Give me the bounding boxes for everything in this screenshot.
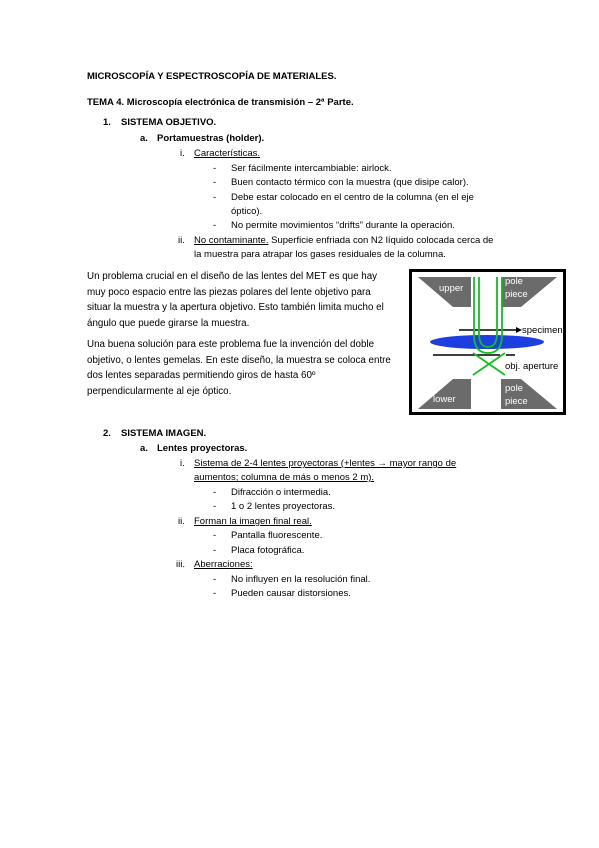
- section2-item-ii-title: Forman la imagen final real.: [194, 516, 312, 527]
- section1-item-ii-text: Superficie enfriada con N2 líquido colocada cerca de: [268, 235, 494, 246]
- section1-item-i-title: Características.: [194, 148, 260, 159]
- topic-title: TEMA 4. Microscopía electrónica de transmisión – 2ª Parte.: [87, 97, 354, 108]
- bullet-text: Pueden causar distorsiones.: [231, 588, 351, 599]
- paragraph2-line: dos lentes separadas permitiendo giros de hasta 60º: [87, 370, 316, 381]
- section1-item-ii-line2: la muestra para atrapar los gases residuales de la columna.: [194, 249, 446, 260]
- section1-item-ii-line1: [194, 235, 493, 247]
- paragraph1-line: muy poco espacio entre las piezas polares del lente objetivo para: [87, 287, 371, 298]
- section2-item-ii-numeral: ii.: [178, 516, 185, 527]
- paragraph1-line: situar la muestra y la apertura objetivo. Esto también limita mucho el: [87, 302, 384, 313]
- main-title: MICROSCOPÍA Y ESPECTROSCOPÍA DE MATERIALES.: [87, 71, 337, 82]
- bullet-text: Difracción o intermedia.: [231, 487, 331, 498]
- section2-item-i-numeral: i.: [180, 458, 185, 469]
- bullet-text: Debe estar colocado en el centro de la columna (en el eje: [231, 192, 474, 203]
- label-lower: lower: [433, 394, 456, 405]
- bullet-text: Placa fotográfica.: [231, 545, 305, 556]
- paragraph2-line: Una buena solución para este problema fue la invención del doble: [87, 339, 375, 350]
- bullet-text: No permite movimientos “drifts” durante la operación.: [231, 220, 455, 231]
- label-pole-bot-2: piece: [505, 396, 528, 407]
- section1-sub-a-letter: a.: [140, 133, 148, 144]
- section2-item-i-title-line1: Sistema de 2-4 lentes proyectoras (+lentes → mayor rango de: [194, 458, 457, 469]
- bullet-dash: -: [213, 501, 217, 512]
- label-pole-bot-1: pole: [505, 383, 523, 394]
- bullet-dash: -: [213, 487, 217, 498]
- label-aperture: obj. aperture: [505, 361, 559, 372]
- label-specimen: specimen: [522, 325, 563, 336]
- bullet-dash: -: [213, 177, 217, 188]
- section1-title: SISTEMA OBJETIVO.: [121, 117, 217, 128]
- label-pole-top-1: pole: [505, 276, 523, 287]
- bullet-dash: -: [213, 530, 217, 541]
- section1-number: 1.: [103, 117, 111, 128]
- objective-lens-diagram: [409, 269, 566, 415]
- section1-item-ii-numeral: ii.: [178, 235, 185, 246]
- label-upper: upper: [439, 283, 464, 294]
- section2-sub-a-letter: a.: [140, 443, 148, 454]
- paragraph1-line: Un problema crucial en el diseño de las lentes del MET es que hay: [87, 271, 378, 282]
- bullet-text: 1 o 2 lentes proyectoras.: [231, 501, 336, 512]
- bullet-dash: -: [213, 588, 217, 599]
- bullet-dash: -: [213, 545, 217, 556]
- bullet-text-continuation: óptico).: [231, 206, 263, 217]
- bullet-dash: -: [213, 192, 217, 203]
- paragraph1-line: ángulo que puede girarse la muestra.: [87, 318, 250, 329]
- bullet-text: Buen contacto térmico con la muestra (que disipe calor).: [231, 177, 469, 188]
- section1-sub-a-title: Portamuestras (holder).: [157, 133, 265, 144]
- label-pole-top-2: piece: [505, 289, 528, 300]
- section1-item-ii-title: No contaminante.: [194, 235, 269, 246]
- paragraph2-line: objetivo, o lentes gemelas. En este diseño, la muestra se coloca entre: [87, 355, 391, 366]
- section2-title: SISTEMA IMAGEN.: [121, 428, 207, 439]
- bullet-text: Ser fácilmente intercambiable: airlock.: [231, 163, 392, 174]
- section1-item-i-numeral: i.: [180, 148, 185, 159]
- bullet-text: No influyen en la resolución final.: [231, 574, 371, 585]
- paragraph2-line: perpendicularmente al eje óptico.: [87, 386, 232, 397]
- bullet-dash: -: [213, 574, 217, 585]
- bullet-dash: -: [213, 220, 217, 231]
- section2-item-i-title-line2: aumentos; columna de más o menos 2 m).: [194, 472, 375, 483]
- bullet-text: Pantalla fluorescente.: [231, 530, 323, 541]
- section2-sub-a-title: Lentes proyectoras.: [157, 443, 248, 454]
- bullet-dash: -: [213, 163, 217, 174]
- section2-item-iii-numeral: iii.: [176, 559, 185, 570]
- section2-item-iii-title: Aberraciones:: [194, 559, 253, 570]
- section2-number: 2.: [103, 428, 111, 439]
